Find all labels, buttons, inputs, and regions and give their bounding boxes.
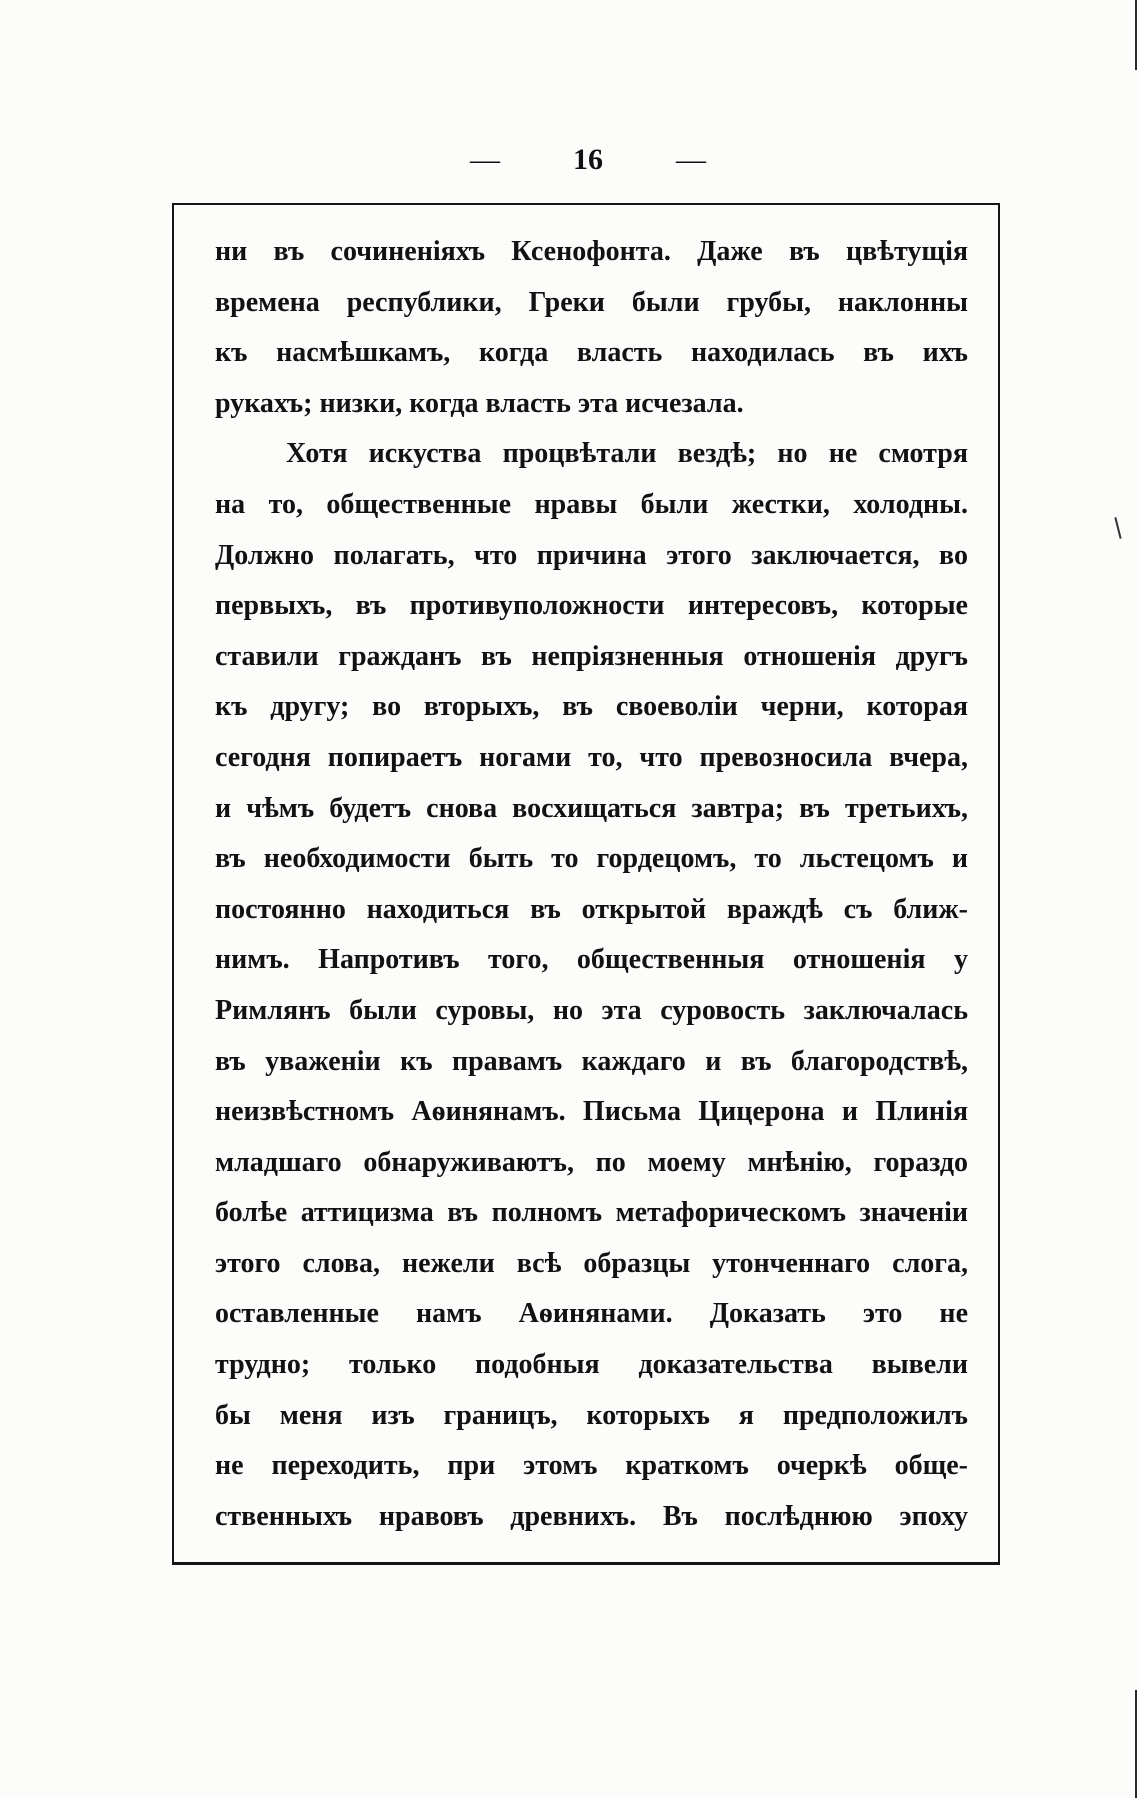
text-line: не переходить, при этомъ краткомъ очеркѣ обще-	[215, 1450, 968, 1482]
text-line: постоянно находиться въ открытой враждѣ съ ближ-	[215, 893, 968, 925]
paragraph	[215, 227, 968, 429]
scan-edge-line	[1135, 1690, 1137, 1798]
text-line: рукахъ; низки, когда власть эта исчезала.	[215, 387, 744, 419]
page-number: 16	[573, 143, 603, 176]
text-line: въ необходимости быть то гордецомъ, то льстецомъ и	[215, 843, 968, 875]
text-line: трудно; только подобныя доказательства вывели	[215, 1349, 968, 1381]
text-line: ни въ сочиненіяхъ Ксенофонта. Даже въ цвѣтущія	[215, 236, 968, 267]
text-line: ственныхъ нравовъ древнихъ. Въ послѣднюю эпоху	[215, 1500, 968, 1532]
text-frame	[172, 203, 1000, 1565]
text-line: нимъ. Напротивъ того, общественныя отношенія у	[215, 944, 968, 976]
text-line: этого слова, нежели всѣ образцы утонченнаго слога,	[215, 1247, 968, 1279]
text-line: Римлянъ были суровы, но эта суровость заключалась	[215, 994, 968, 1026]
header-left-dash: —	[470, 143, 500, 176]
text-line: времена республики, Греки были грубы, наклонны	[215, 286, 968, 318]
text-line: неизвѣстномъ Аѳинянамъ. Письма Цицерона и Плинія	[215, 1096, 968, 1128]
text-line: къ насмѣшкамъ, когда власть находилась въ ихъ	[215, 337, 968, 369]
text-line: Хотя искуства процвѣтали вездѣ; но не смотря	[286, 438, 968, 470]
page-header	[470, 138, 706, 182]
text-line: въ уваженіи къ правамъ каждаго и въ благородствѣ,	[215, 1045, 968, 1077]
scan-edge-line	[1135, 0, 1137, 70]
text-line: къ другу; во вторыхъ, въ своеволіи черни, которая	[215, 691, 968, 723]
text-line: бы меня изъ границъ, которыхъ я предположилъ	[215, 1399, 968, 1431]
text-line: на то, общественные нравы были жестки, холодны.	[215, 488, 968, 520]
text-line: младшаго обнаруживаютъ, по моему мнѣнію, гораздо	[215, 1146, 968, 1178]
text-line: ставили гражданъ въ непріязненныя отношенія другъ	[215, 640, 968, 672]
text-line: болѣе аттицизма въ полномъ метафорическомъ значеніи	[215, 1197, 968, 1229]
scan-mark	[1114, 517, 1121, 539]
text-line: Должно полагать, что причина этого заключается, во	[215, 539, 968, 571]
text-line: первыхъ, въ противуположности интересовъ, которые	[215, 590, 968, 622]
paragraph	[215, 429, 968, 1542]
text-line: и чѣмъ будетъ снова восхищаться завтра; въ третьихъ,	[215, 792, 968, 824]
text-line: оставленные намъ Аѳинянами. Доказать это не	[215, 1298, 968, 1330]
header-right-dash: —	[676, 143, 706, 176]
text-line: сегодня попираетъ ногами то, что превозносила вчера,	[215, 741, 968, 773]
